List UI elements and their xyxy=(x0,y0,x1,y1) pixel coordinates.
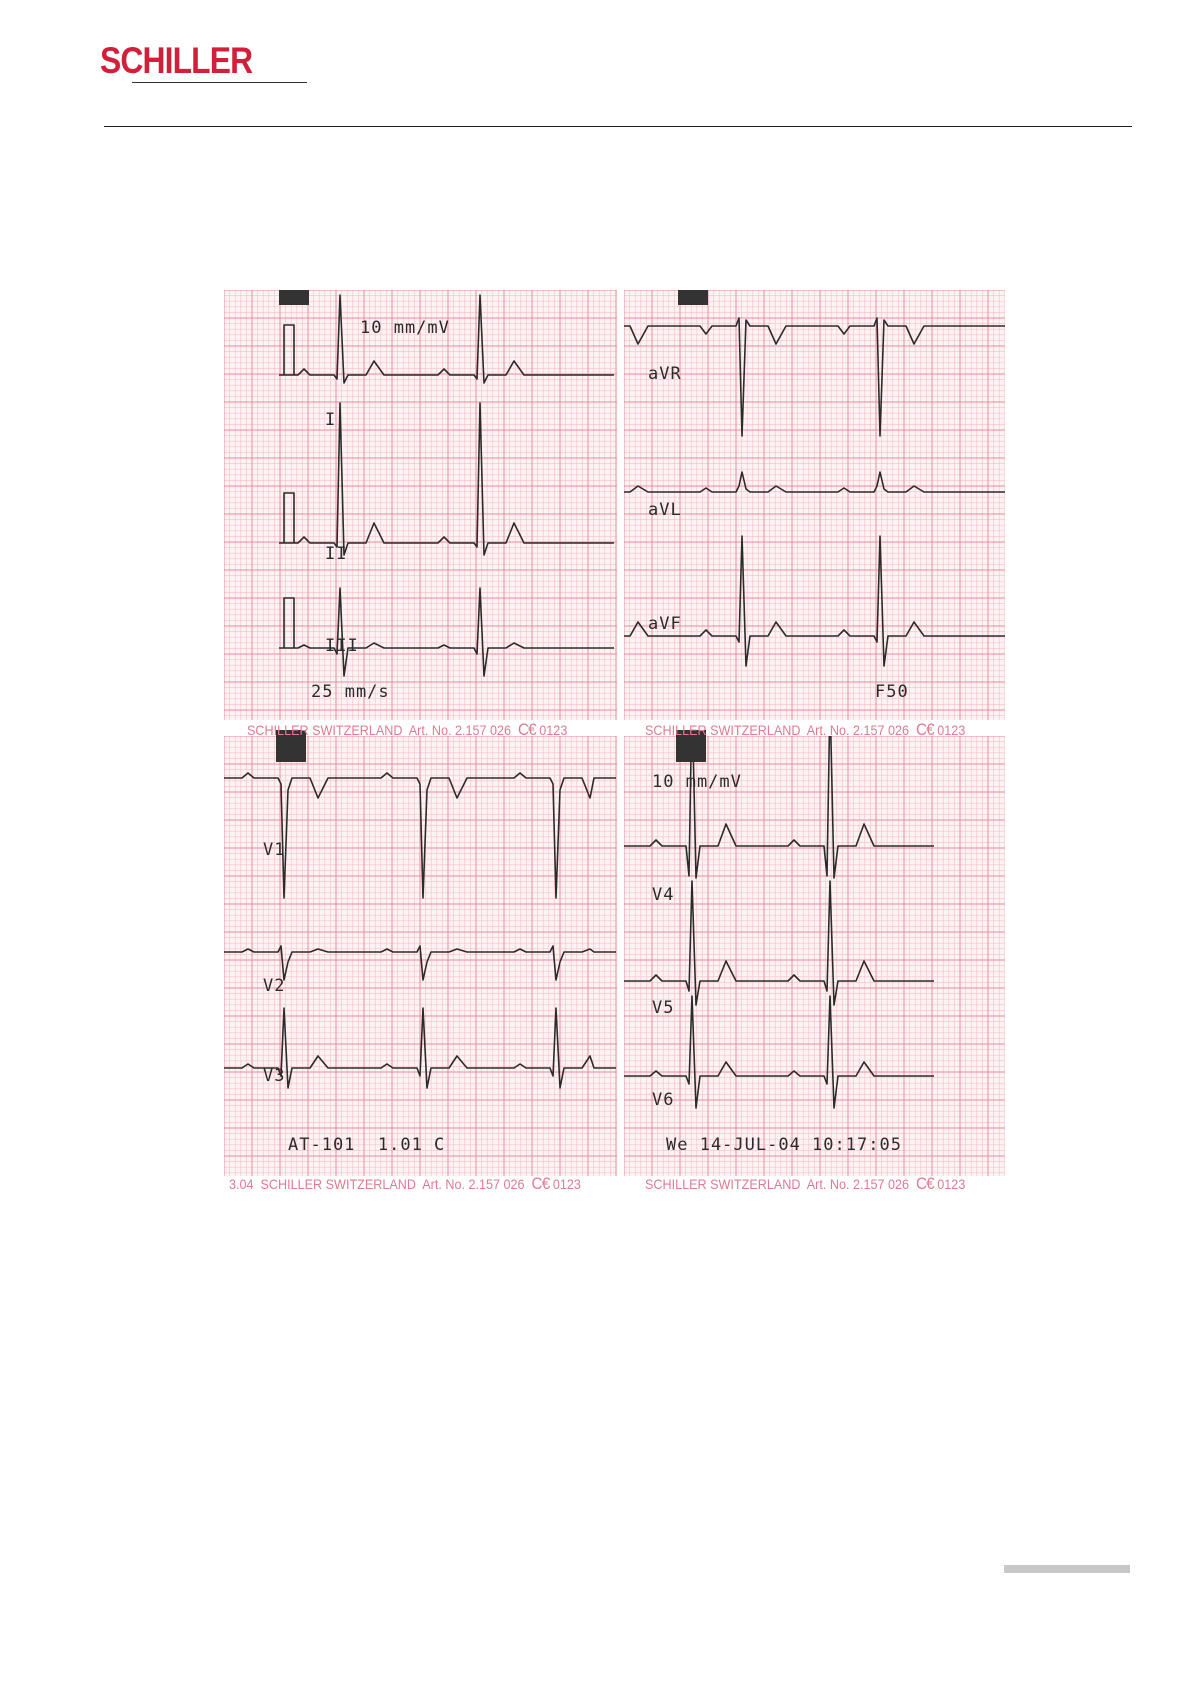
trace-lead-i xyxy=(279,295,614,383)
paper-footer xyxy=(240,704,567,740)
strip-marker xyxy=(678,290,708,305)
lead-label-avl: aVL xyxy=(648,500,682,520)
lead-label-avf: aVF xyxy=(648,614,682,634)
footer-notified-body: 0123 xyxy=(552,1176,581,1192)
page-footer-bar xyxy=(1004,1565,1130,1573)
footer-art-no: Art. No. 2.157 026 xyxy=(408,722,512,738)
trace-lead-iii xyxy=(279,588,614,676)
gain-label: 10 mm/mV xyxy=(360,318,450,338)
footer-art-no: Art. No. 2.157 026 xyxy=(806,1176,910,1192)
lead-label-iii: III xyxy=(325,636,359,656)
trace-lead-avl xyxy=(624,472,1005,492)
footer-art-no: Art. No. 2.157 026 xyxy=(422,1176,525,1192)
ce-mark-icon: C€ xyxy=(916,720,934,739)
lead-label-v5: V5 xyxy=(652,998,675,1018)
trace-lead-v1 xyxy=(224,773,616,898)
ecg-strip-chest-leads-v4-v6 xyxy=(624,736,1005,1176)
trace-lead-v2 xyxy=(224,946,616,980)
paper-footer xyxy=(222,1158,581,1194)
ecg-traces-v1-v3 xyxy=(224,736,617,1176)
ecg-traces-limb-leads xyxy=(224,290,617,720)
datetime-label: We 14-JUL-04 10:17:05 xyxy=(666,1135,902,1155)
lead-label-v6: V6 xyxy=(652,1090,675,1110)
trace-lead-avf xyxy=(624,536,1005,666)
footer-brand: SCHILLER SWITZERLAND xyxy=(260,1176,416,1192)
lead-label-v3: V3 xyxy=(263,1066,286,1086)
footer-notified-body: 0123 xyxy=(937,722,966,738)
ce-mark-icon: C€ xyxy=(518,720,536,739)
lead-label-v2: V2 xyxy=(263,976,286,996)
gain-label-chest: 10 mm/mV xyxy=(652,772,742,792)
strip-marker xyxy=(279,290,309,305)
lead-label-v1: V1 xyxy=(263,840,286,860)
ecg-strip-limb-leads xyxy=(224,290,617,720)
paper-footer xyxy=(638,1158,965,1194)
lead-label-v4: V4 xyxy=(652,885,675,905)
lead-label-i: I xyxy=(325,410,337,430)
filter-label: F50 xyxy=(875,682,909,702)
lead-label-ii: II xyxy=(325,544,348,564)
ce-mark-icon: C€ xyxy=(916,1174,934,1193)
device-id-label: AT-101 1.01 C xyxy=(288,1135,446,1155)
trace-lead-v4 xyxy=(624,736,934,878)
header-divider xyxy=(104,126,1132,127)
lead-label-avr: aVR xyxy=(648,364,682,384)
speed-label: 25 mm/s xyxy=(311,682,390,702)
ce-mark-icon: C€ xyxy=(531,1174,550,1193)
footer-brand: SCHILLER SWITZERLAND xyxy=(247,722,403,738)
ecg-traces-v4-v6 xyxy=(624,736,1005,1176)
schiller-logo: SCHILLER xyxy=(100,40,253,81)
footer-art-no: Art. No. 2.157 026 xyxy=(806,722,910,738)
footer-notified-body: 0123 xyxy=(539,722,568,738)
footer-brand: SCHILLER SWITZERLAND xyxy=(645,1176,801,1192)
ecg-strip-chest-leads-v1-v3 xyxy=(224,736,617,1176)
footer-brand: SCHILLER SWITZERLAND xyxy=(645,722,801,738)
footer-prefix: 3.04 xyxy=(229,1176,254,1192)
paper-footer xyxy=(638,704,965,740)
footer-notified-body: 0123 xyxy=(937,1176,966,1192)
logo-underline xyxy=(132,82,307,83)
